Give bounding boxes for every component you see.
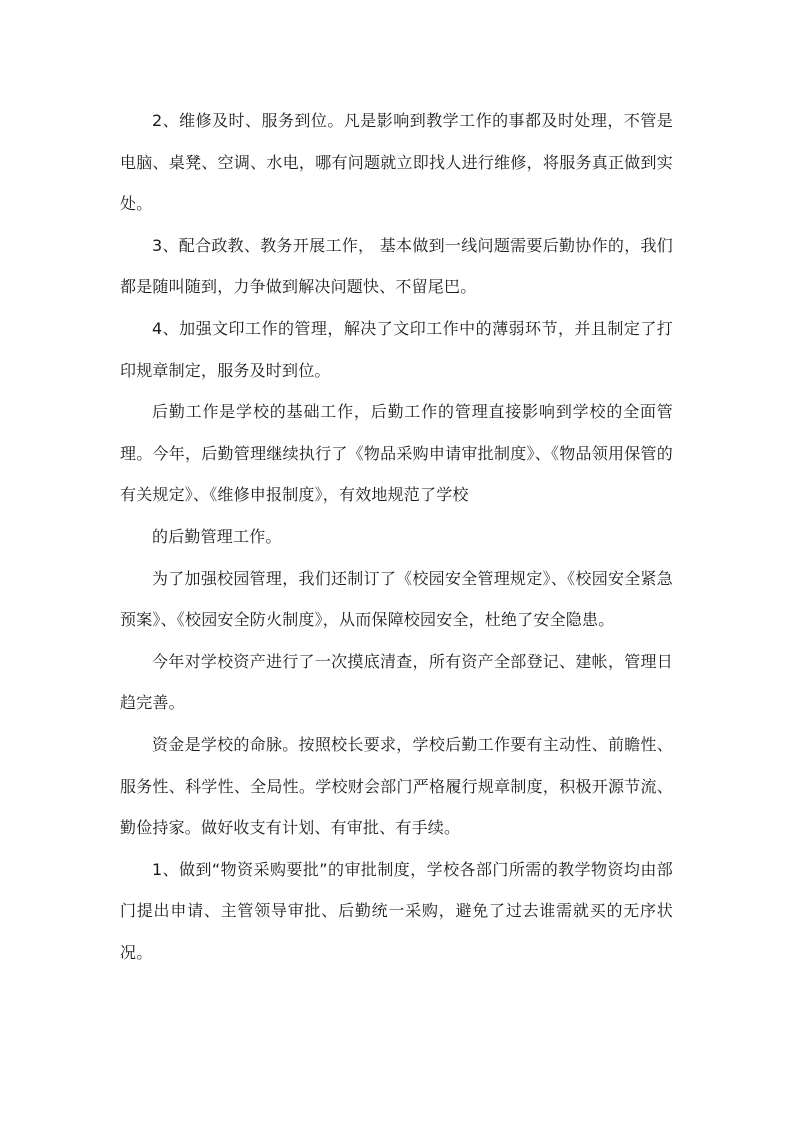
paragraph-logistics-basis: 后勤工作是学校的基础工作，后勤工作的管理直接影响到学校的全面管理。今年，后勤管理继续执行了《物品采购申请审批制度》、《物品领用保管的有关规定》、《维修申报制度》，有效地规范了学校 [120,402,673,505]
paragraph-procurement: 1、做到“物资采购要批”的审批制度，学校各部门所需的教学物资均由部门提出申请、主管领导审批、后勤统一采购，避免了过去谁需就买的无序状况。 [120,859,673,962]
document-body [120,100,673,973]
paragraph-repair: 2、维修及时、服务到位。凡是影响到教学工作的事都及时处理，不管是电脑、桌凳、空调、水电，哪有问题就立即找人进行维修，将服务真正做到实处。 [120,111,673,214]
paragraph-campus-safety: 为了加强校园管理，我们还制订了《校园安全管理规定》、《校园安全紧急预案》、《校园安全防火制度》，从而保障校园安全，杜绝了安全隐患。 [120,568,673,630]
paragraph-logistics-continuation: 的后勤管理工作。 [152,526,282,546]
paragraph-cooperation: 3、配合政教、教务开展工作， 基本做到一线问题需要后勤协作的，我们都是随叫随到，力争做到解决问题快、不留尾巴。 [120,235,673,297]
paragraph-printing: 4、加强文印工作的管理，解决了文印工作中的薄弱环节，并且制定了打印规章制定，服务及时到位。 [120,318,673,380]
paragraph-asset-audit: 今年对学校资产进行了一次摸底清查，所有资产全部登记、建帐，管理日趋完善。 [120,651,673,713]
paragraph-funds: 资金是学校的命脉。按照校长要求，学校后勤工作要有主动性、前瞻性、服务性、科学性、全局性。学校财会部门严格履行规章制度，积极开源节流、勤俭持家。做好收支有计划、有审批、有手续。 [120,734,673,838]
